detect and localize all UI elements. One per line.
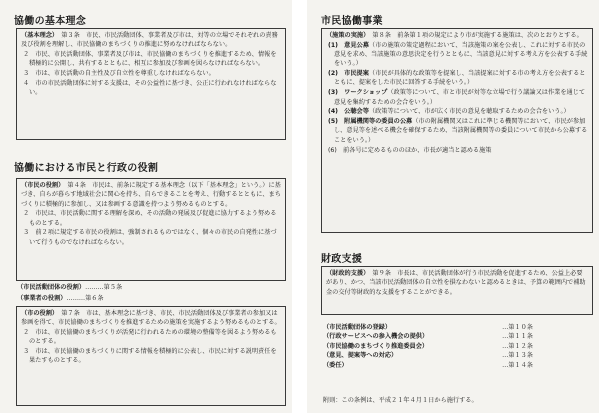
list-item-num: …第１３条 bbox=[502, 352, 533, 360]
section-title-roles: 協働における市民と行政の役割 bbox=[14, 163, 159, 174]
list-item bbox=[323, 323, 533, 332]
item-text: （政策等について、市と市民が対等な立場で行う議論又は作業を通じて意見を集約するための会合をいう。） bbox=[334, 89, 586, 106]
article-text: 第８条 前条第１項の規定により市が実施する施策は、次のとおりとする。 bbox=[366, 32, 583, 39]
reference-lead: （事業者の役割） bbox=[17, 295, 67, 302]
article-7 bbox=[21, 309, 281, 328]
article-8 bbox=[326, 31, 588, 40]
article-reference-list bbox=[323, 323, 533, 370]
article-lead: （財政的支援） bbox=[326, 270, 367, 277]
item-lead: (2) 市民提案 bbox=[328, 70, 369, 78]
basic-principle-box bbox=[16, 28, 286, 140]
item-text: （市の施策の策定過程において、当該施策の案を公表し、これに対する市民の意見を求め、当該施策の意思決定を行うとともに、当該意見に対する考え方を公表する手続をいう。） bbox=[334, 41, 588, 68]
article-lead: （市民の役割） bbox=[21, 182, 62, 189]
item-text: （市の附属機関又はこれに準じる機関等において、市民が参加し、意見等を述べる機会を確保するため、当該附属機関等の委員について市民から公募することをいう。） bbox=[334, 118, 588, 144]
list-item-label: （行政サービスへの参入機会の提供） bbox=[323, 333, 429, 341]
item-lead: (5) 附属機関等の委員の公募 bbox=[328, 118, 413, 126]
item-lead: (1) 意見公募 bbox=[328, 41, 369, 49]
article-text: 第７条 市は、基本理念に基づき、市民、市民活動団体及び事業者の参加又は参画を得て、市民協働のまちづくりを推進するための施策を実施するよう努めるものとする。 bbox=[21, 310, 281, 327]
item-public-hearing bbox=[326, 107, 588, 116]
reference-lead: （市民活動団体の役割） bbox=[17, 284, 86, 291]
article-lead: （基本理念） bbox=[21, 32, 56, 39]
right-page bbox=[307, 0, 599, 413]
article-text: 第４条 市民は、前条に規定する基本理念（以下「基本理念」という。）に基づき、自らが暮らす地域社会に関心を持ち、自らできることを考え、行動するとともに、まちづくりに積極的に参加し、又は参画する意識を持つよう努めるものとする。 bbox=[21, 182, 281, 208]
section-title-basic-principle: 協働の基本理念 bbox=[14, 16, 87, 27]
item-other-measures: (6) 前各号に定めるもののほか、市長が適当と認める施策 bbox=[328, 146, 492, 154]
reference-num: ………第５条 bbox=[85, 284, 123, 291]
article-3-4: ４ 市の市民活動団体に対する支援は、その公益性に基づき、公正に行われなければならない。 bbox=[23, 79, 277, 97]
article-text: 第３条 市民、市民活動団体、事業者及び市は、対等の立場でそれぞれの責務及び役割を理解し、市民協働のまちづくりの推進に努めなければならない。 bbox=[21, 32, 278, 49]
list-item bbox=[323, 332, 533, 341]
list-item-num: …第１２条 bbox=[502, 342, 533, 350]
article-5-reference bbox=[17, 283, 122, 292]
list-item-num: …第１０条 bbox=[502, 324, 533, 331]
article-3-3: ３ 市は、市民活動の自主性及び自立性を尊重しなければならない。 bbox=[23, 70, 215, 78]
list-item bbox=[323, 342, 533, 351]
item-lead: (4) 公聴会等 bbox=[328, 108, 369, 116]
list-item-num: …第１１条 bbox=[502, 333, 533, 341]
item-workshop bbox=[326, 88, 588, 107]
list-item-label: （市民協働のまちづくり推進委員会） bbox=[323, 342, 429, 350]
policy-implementation-box bbox=[321, 28, 593, 233]
section-title-collab-projects: 市民協働事業 bbox=[321, 16, 383, 27]
list-item bbox=[323, 351, 533, 360]
list-item-label: （委任） bbox=[323, 361, 348, 369]
item-lead: (3) ワークショップ bbox=[328, 89, 388, 97]
article-6-reference bbox=[17, 294, 104, 303]
article-7-3: ３ 市は、市民協働のまちづくりに関する情報を積極的に公表し、市民に対する説明責任を果たすものとする。 bbox=[23, 348, 277, 365]
article-lead: （施策の実施） bbox=[326, 32, 367, 39]
article-4 bbox=[21, 181, 281, 209]
item-text: （市民が具体的な政策等を提案し、当該提案に対する市の考え方を公表するとともに、提案をした市民に回答する手続をいう。） bbox=[334, 70, 586, 87]
city-role-box bbox=[16, 306, 286, 406]
item-public-comment bbox=[326, 41, 588, 69]
article-9 bbox=[326, 269, 588, 297]
article-4-2: ２ 市民は、市民活動に関する理解を深め、その活動の発展及び促進に協力するよう努めるものとする。 bbox=[23, 210, 277, 227]
list-item-label: （市民活動団体の登録） bbox=[323, 324, 392, 331]
article-text: 第９条 市長は、市民活動団体が行う市民活動を促進するため、公益上必要があり、かつ、当該市民活動団体の自立性を損なわないと認めるときは、予算の範囲内で補助金の交付等財政的な支援をすることができる。 bbox=[326, 270, 586, 296]
item-text: （政策等について、市が広く市民の意見を聴取するための会合をいう。） bbox=[368, 108, 570, 116]
section-title-financial-support: 財政支援 bbox=[321, 254, 363, 265]
article-lead: （市の役割） bbox=[21, 310, 56, 317]
article-3 bbox=[21, 31, 281, 50]
supplementary-provision: 附則：この条例は、平成２１年４月１日から施行する。 bbox=[323, 397, 478, 404]
reference-num: ………第６条 bbox=[66, 295, 104, 302]
left-page bbox=[0, 0, 292, 413]
article-4-3: ３ 前２項に規定する市民の役割は、強制されるものではなく、個々の市民の自発性に基づいて行うものでなければならない。 bbox=[23, 229, 277, 246]
article-3-2: ２ 市民、市民活動団体、事業者及び市は、市民協働のまちづくりを推進するため、情報を積極的に公開し、共有するとともに、相互に参加及び参画を図らなければならない。 bbox=[23, 51, 277, 68]
item-citizen-proposal bbox=[326, 69, 588, 88]
article-7-2: ２ 市は、市民協働のまちづくりが活発に行われるための環境の整備等を図るよう努めるものとする。 bbox=[23, 329, 277, 346]
citizen-role-box bbox=[16, 178, 286, 281]
list-item-num: …第１４条 bbox=[502, 361, 533, 369]
financial-support-box bbox=[321, 266, 593, 315]
list-item bbox=[323, 361, 533, 370]
item-committee-recruitment bbox=[326, 117, 588, 145]
list-item-label: （意見、提案等への対応） bbox=[323, 352, 398, 360]
